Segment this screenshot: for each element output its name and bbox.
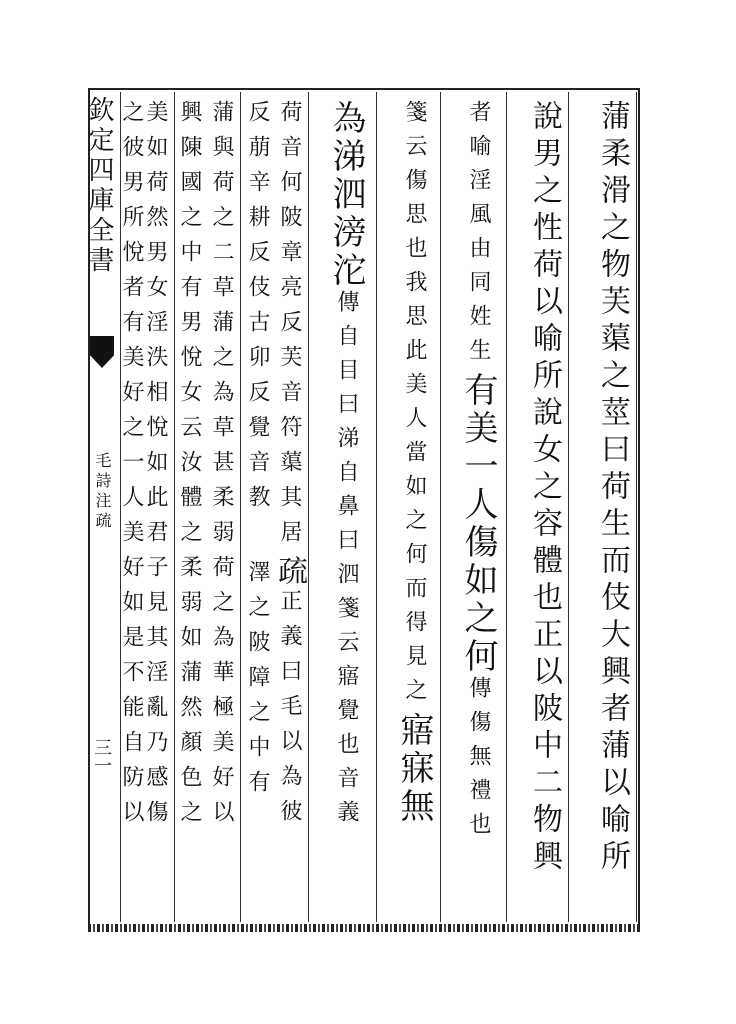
commentary-text: 傳自目曰涕自鼻曰泗箋云寤覺也音義 (334, 290, 359, 834)
column-rule (376, 92, 377, 922)
margin-book-title: 毛詩注疏 (93, 452, 112, 532)
commentary-text: 蒲與荷之二草蒲之為草甚柔弱荷之為華極美好以 (209, 100, 234, 835)
column-rule (636, 92, 637, 922)
commentary-text: 澤之陂障之中有 (245, 560, 270, 805)
shu-marker: 疏 (272, 555, 307, 589)
commentary-text: 之彼男所悅者有美好之一人美好如是不能自防以 (119, 100, 144, 835)
text-column-3 (448, 100, 498, 920)
column-rule (568, 92, 569, 922)
text-column-6-right (272, 100, 307, 920)
text-column-8-right (144, 100, 172, 920)
commentary-text: 者喻淫風由同姓生 (466, 100, 491, 372)
column-rule (440, 92, 441, 922)
text-column-7-right (210, 100, 238, 920)
commentary-text: 美如荷然男女淫泆相悅如此君子見其淫亂乃感傷 (143, 100, 168, 835)
text-column-7-left (178, 100, 206, 920)
poem-text: 為涕泗滂沱 (326, 100, 366, 290)
margin-title: 欽定四庫全書 (84, 96, 114, 276)
margin-page-number: 三一 (91, 738, 112, 774)
poem-text: 有美一人傷如之何 (458, 372, 498, 676)
text-column-1 (582, 100, 632, 920)
text-column-4 (384, 100, 434, 920)
commentary-text: 興陳國之中有男悅女云汝體之柔弱如蒲然顏色之 (177, 100, 202, 835)
commentary-text: 反萠辛耕反伎古卯反覺音教 (245, 100, 270, 520)
commentary-text: 箋云傷思也我思此美人當如之何而得見之 (402, 100, 427, 712)
text-column-5 (316, 100, 366, 920)
column-rule (308, 92, 309, 922)
commentary-text: 正義曰毛以為彼 (277, 589, 302, 834)
text-column-8-left (120, 100, 148, 920)
column-rule (506, 92, 507, 922)
commentary-text: 傳傷無禮也 (466, 676, 491, 846)
commentary-text: 荷音何陂章亮反芙音符蕖其居 (277, 100, 302, 555)
text-column-2 (514, 100, 564, 920)
column-text: 說男之性荷以喻所說女之容體也正以陂中二物興 (527, 100, 562, 877)
poem-text: 寤寐無 (394, 712, 434, 826)
frame-bottom-border (88, 924, 640, 932)
text-column-6-left (246, 100, 274, 920)
column-text: 蒲柔滑之物芙蕖之莖曰荷生而伎大興者蒲以喻所 (595, 100, 630, 877)
